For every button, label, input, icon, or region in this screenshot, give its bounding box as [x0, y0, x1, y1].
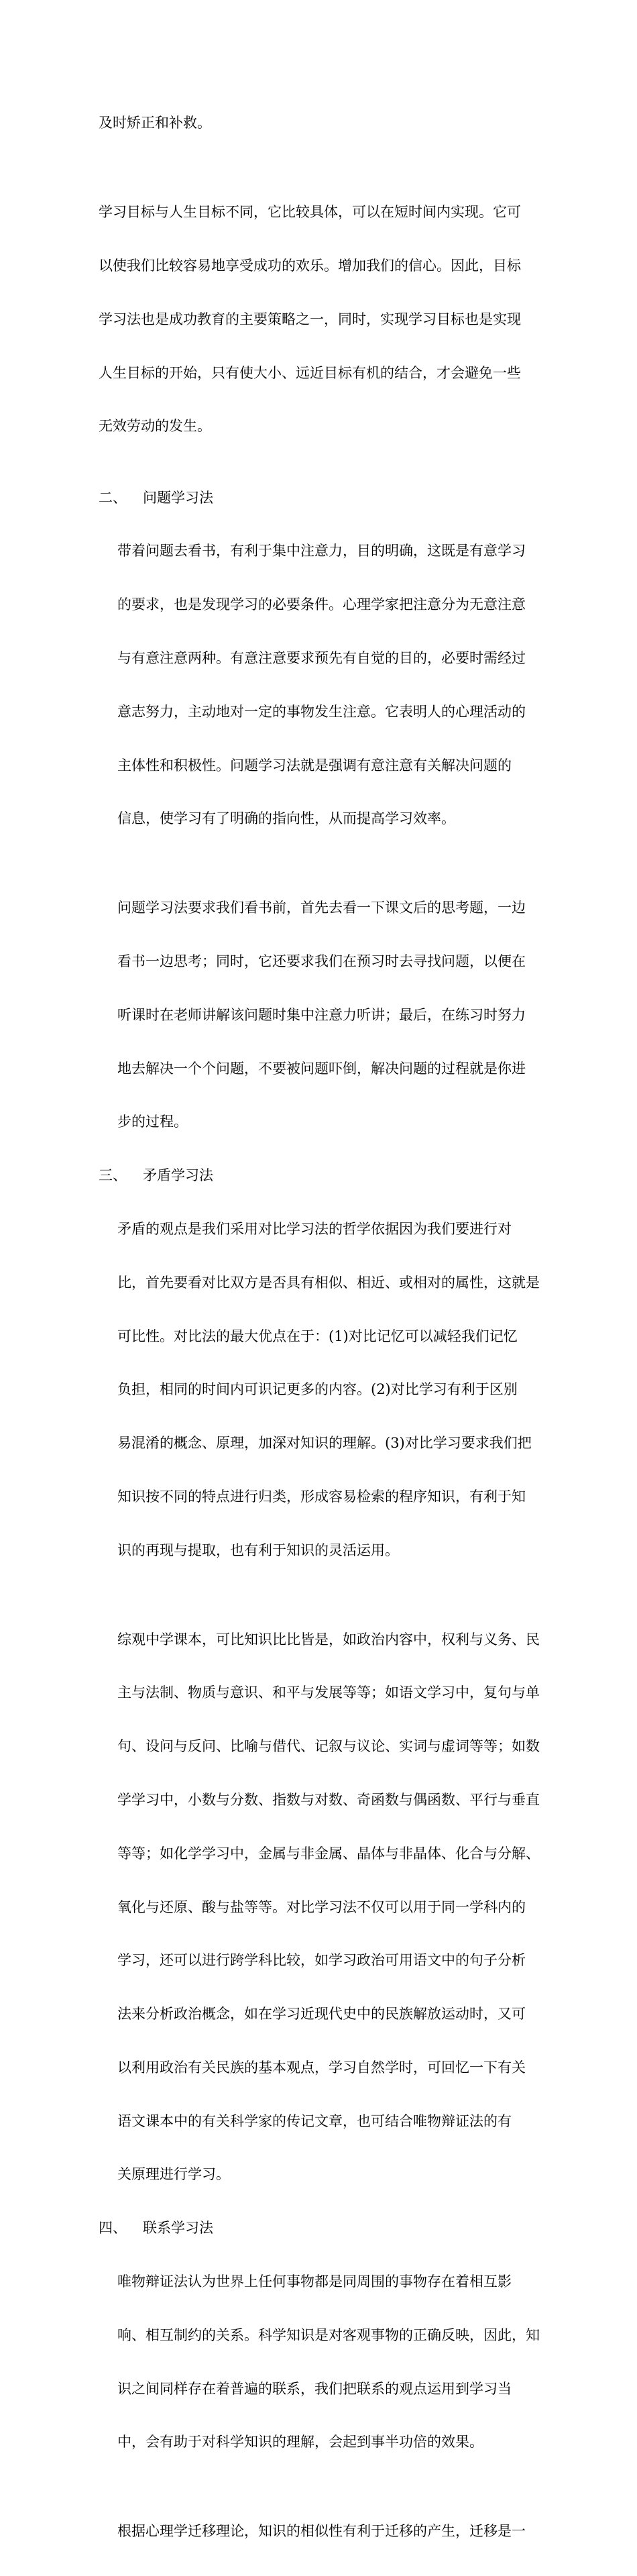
text-line: 与有意注意两种。有意注意要求预先有自觉的目的，必要时需经过	[117, 650, 526, 666]
text-line: 法来分析政治概念，如在学习近现代史中的民族解放运动时，又可	[117, 2006, 526, 2023]
text-line: 唯物辩证法认为世界上任何事物都是同周围的事物存在着相互影	[117, 2273, 512, 2290]
text-line: 易混淆的概念、原理，加深对知识的理解。(3)对比学习要求我们把	[117, 1435, 532, 1452]
text-line: 综观中学课本，可比知识比比皆是，如政治内容中，权利与义务、民	[117, 1631, 540, 1648]
text-line: 矛盾的观点是我们采用对比学习法的哲学依据因为我们要进行对	[117, 1221, 512, 1237]
section-heading-3	[99, 1167, 552, 1185]
text-line: 人生目标的开始，只有使大小、远近目标有机的结合，才会避免一些	[99, 364, 521, 381]
text-line: 带着问题去看书，有利于集中注意力，目的明确，这既是有意学习	[117, 543, 526, 559]
section-4-paragraph-2	[99, 2487, 552, 2576]
text-line: 及时矫正和补救。	[99, 115, 211, 131]
text-line: 比，首先要看对比双方是否具有相似、相近、或相对的属性，这就是	[117, 1274, 540, 1291]
text-line: 意志努力，主动地对一定的事物发生注意。它表明人的心理活动的	[117, 703, 526, 720]
section-3-paragraph-2	[99, 1595, 552, 2219]
text-line: 学习目标与人生目标不同，它比较具体，可以在短时间内实现。它可	[99, 204, 521, 221]
document-body	[99, 78, 552, 2576]
text-line: 学习，还可以进行跨学科比较，如学习政治可用语文中的句子分析	[117, 1952, 526, 1969]
text-line: 响、相互制约的关系。科学知识是对客观事物的正确反映，因此，知	[117, 2326, 540, 2343]
text-line: 语文课本中的有关科学家的传记文章，也可结合唯物辩证法的有	[117, 2112, 512, 2129]
text-line: 关原理进行学习。	[117, 2166, 230, 2183]
intro-paragraph-2	[99, 168, 552, 471]
section-number: 三、	[99, 1167, 127, 1184]
section-title: 问题学习法	[143, 489, 213, 506]
section-2-paragraph-2	[99, 863, 552, 1167]
text-line: 学学习中，小数与分数、指数与对数、奇函数与偶函数、平行与垂直	[117, 1792, 540, 1808]
text-line: 可比性。对比法的最大优点在于：(1)对比记忆可以减轻我们记忆	[117, 1328, 518, 1344]
text-line: 识的再现与提取，也有利于知识的灵活运用。	[117, 1542, 399, 1558]
text-line: 中，会有助于对科学知识的理解，会起到事半功倍的效果。	[117, 2434, 483, 2451]
text-line: 氧化与还原、酸与盐等等。对比学习法不仅可以用于同一学科内的	[117, 1898, 526, 1915]
section-number: 四、	[99, 2220, 127, 2237]
text-line: 等等；如化学学习中，金属与非金属、晶体与非晶体、化合与分解、	[117, 1845, 540, 1862]
intro-paragraph-1	[99, 78, 552, 168]
text-line: 根据心理学迁移理论，知识的相似性有利于迁移的产生，迁移是一	[117, 2523, 526, 2540]
text-line: 无效劳动的发生。	[99, 418, 211, 435]
text-line: 主体性和积极性。问题学习法就是强调有意注意有关解决问题的	[117, 757, 512, 773]
text-line: 的要求，也是发现学习的必要条件。心理学家把注意分为无意注意	[117, 596, 526, 613]
text-line: 学习法也是成功教育的主要策略之一，同时，实现学习目标也是实现	[99, 311, 521, 327]
text-line: 看书一边思考；同时，它还要求我们在预习时去寻找问题，以便在	[117, 953, 526, 970]
text-line: 识之间同样存在着普遍的联系，我们把联系的观点运用到学习当	[117, 2380, 512, 2397]
section-title: 矛盾学习法	[143, 1167, 213, 1184]
text-line: 负担，相同的时间内可识记更多的内容。(2)对比学习有利于区别	[117, 1381, 518, 1398]
text-line: 步的过程。	[117, 1114, 188, 1130]
text-line: 地去解决一个个问题，不要被问题吓倒，解决问题的过程就是你进	[117, 1060, 526, 1077]
text-line: 句、设问与反问、比喻与借代、记叙与议论、实词与虚词等等；如数	[117, 1738, 540, 1755]
section-title: 联系学习法	[143, 2220, 213, 2237]
text-line: 信息，使学习有了明确的指向性，从而提高学习效率。	[117, 810, 455, 827]
text-line: 听课时在老师讲解该问题时集中注意力听讲；最后，在练习时努力	[117, 1006, 526, 1023]
section-3-paragraph-1	[99, 1185, 552, 1595]
text-line: 以利用政治有关民族的基本观点，学习自然学时，可回忆一下有关	[117, 2059, 526, 2076]
section-4-paragraph-1	[99, 2237, 552, 2487]
section-2-paragraph-1	[99, 506, 552, 863]
section-number: 二、	[99, 489, 127, 506]
section-heading-4	[99, 2219, 552, 2237]
section-heading-2	[99, 489, 552, 507]
text-line: 问题学习法要求我们看书前，首先去看一下课文后的思考题，一边	[117, 900, 526, 916]
text-line: 以使我们比较容易地享受成功的欢乐。增加我们的信心。因此，目标	[99, 257, 521, 274]
text-line: 主与法制、物质与意识、和平与发展等等；如语文学习中，复句与单	[117, 1684, 540, 1701]
text-line: 知识按不同的特点进行归类，形成容易检索的程序知识，有利于知	[117, 1488, 526, 1505]
blank-line	[99, 471, 552, 489]
